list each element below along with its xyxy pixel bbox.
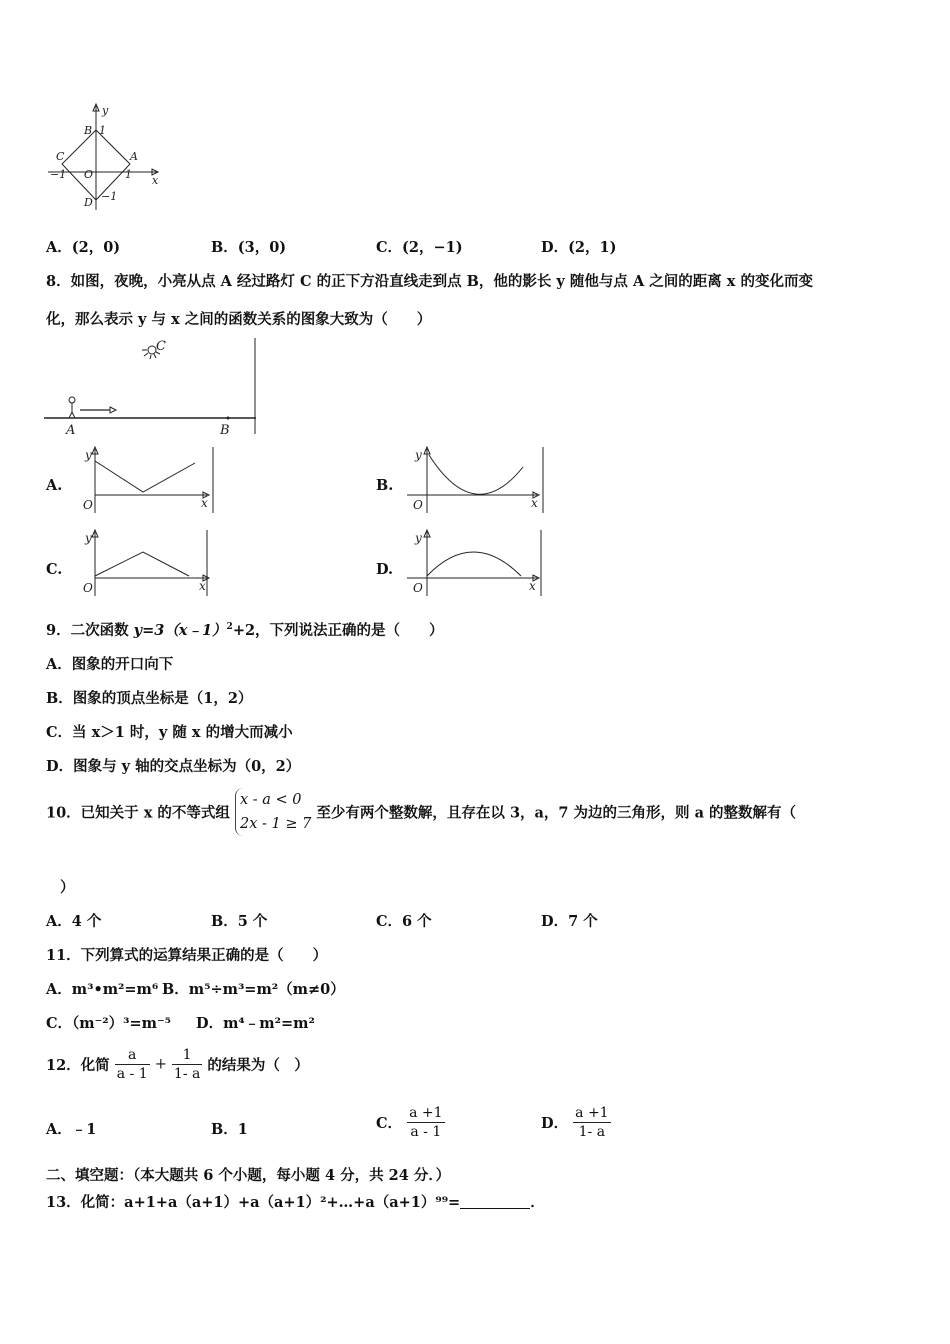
q11-option-b: B．m⁵÷m³=m²（m≠0） <box>162 981 345 998</box>
q7-D-label: D <box>84 196 93 209</box>
q12-option-a: A．﹣1 <box>46 1121 97 1138</box>
q8-stem-line1: 8．如图，夜晚，小亮从点 A 经过路灯 C 的正下方沿直线走到点 B，他的影长 y 随他与点 A 之间的距离 x 的变化而变 <box>46 273 813 290</box>
q12-plus: + <box>154 1056 167 1073</box>
q12-stem <box>46 1046 309 1083</box>
q13-stem-text: 13．化简：a+1+a（a+1）+a（a+1）²+…+a（a+1）⁹⁹= <box>46 1194 461 1211</box>
q12-option-d-fraction: $\frac{a +1}{1- a}$ <box>575 1105 609 1140</box>
q9-option-a: A．图象的开口向下 <box>46 656 174 673</box>
q10-inequality-2: 2x - 1 ≥ 7 <box>239 816 312 832</box>
q12-fraction-2: $\frac{1}{1- a}$ <box>173 1047 201 1082</box>
q8-graph-a <box>75 445 215 517</box>
q8a-O-label: O <box>83 498 93 512</box>
q13-stem <box>46 1191 545 1212</box>
q10-stem <box>46 788 796 836</box>
section-2-heading: 二、填空题：（本大题共 6 个小题，每小题 4 分，共 24 分．） <box>46 1167 451 1184</box>
q7-one-top: 1 <box>99 124 106 137</box>
q8-option-b-letter: B. <box>376 477 394 494</box>
q8d-y-label: y <box>415 531 422 545</box>
q7-A-label: A <box>130 150 138 163</box>
q7-neg-one-left: −1 <box>50 168 67 181</box>
q8-graph-d <box>405 528 545 600</box>
q12-stem-pre: 12．化简 <box>46 1057 110 1074</box>
q8c-x-label: x <box>199 579 206 593</box>
q7-option-a: A．(2，0) <box>46 239 121 256</box>
q8b-x-label: x <box>531 496 538 510</box>
q8a-x-label: x <box>201 496 208 510</box>
q7-O-label: O <box>84 168 94 181</box>
q8-scene-figure <box>40 338 260 440</box>
q12-fraction-1: $\frac{a}{a - 1}$ <box>116 1047 148 1082</box>
q9-stem <box>46 619 444 640</box>
q7-C-label: C <box>56 150 65 163</box>
q12-option-d: D． $\frac{a +1}{1- a}$ <box>541 1105 609 1140</box>
q7-y-label: y <box>102 104 109 117</box>
q8-stem-line2: 化，那么表示 y 与 x 之间的函数关系的图象大致为（ ） <box>46 311 432 328</box>
q13-end: ． <box>530 1194 545 1211</box>
walking-person-icon <box>69 397 75 418</box>
q7-B-label: B <box>84 124 93 137</box>
q7-option-d: D．(2，1) <box>541 239 617 256</box>
q7-x-label: x <box>152 174 159 187</box>
q7-coordinate-figure <box>40 100 170 215</box>
q10-option-b: B．5 个 <box>211 913 268 930</box>
q8b-O-label: O <box>413 498 423 512</box>
q8-graph-b <box>405 445 545 517</box>
q11-stem: 11．下列算式的运算结果正确的是（ ） <box>46 947 328 964</box>
q10-option-d: D．7 个 <box>541 913 598 930</box>
q7-one-right: 1 <box>125 168 132 181</box>
q12-option-c: C． $\frac{a +1}{a - 1}$ <box>376 1105 443 1140</box>
q10-inequality-1: x - a < 0 <box>239 792 302 808</box>
q12-option-b: B．1 <box>211 1121 248 1138</box>
q8-A-label: A <box>66 423 76 438</box>
q8-C-label: C <box>156 339 166 354</box>
q9-exponent: 2 <box>226 622 233 632</box>
q8b-y-label: y <box>415 448 422 462</box>
direction-arrow-icon <box>80 407 116 413</box>
q8a-y-label: y <box>85 448 92 462</box>
q8d-x-label: x <box>529 579 536 593</box>
q12-stem-post: 的结果为（ ） <box>207 1057 309 1074</box>
q9-option-b: B．图象的顶点坐标是（1，2） <box>46 690 253 707</box>
q10-stem-post: 至少有两个整数解，且存在以 3，a，7 为边的三角形，则 a 的整数解有（ <box>316 804 797 822</box>
q7-option-b: B．(3，0) <box>211 239 287 256</box>
q9-option-d: D．图象与 y 轴的交点坐标为（0，2） <box>46 758 301 775</box>
q8-option-d-letter: D. <box>376 561 394 578</box>
q8-option-c-letter: C. <box>46 561 63 578</box>
q7-neg-one-bottom: −1 <box>101 190 118 203</box>
q9-option-c: C．当 x＞1 时，y 随 x 的增大而减小 <box>46 724 293 741</box>
q10-close-paren: ） <box>60 879 75 896</box>
q10-option-c: C．6 个 <box>376 913 432 930</box>
q8d-O-label: O <box>413 581 423 595</box>
q8-B-label: B <box>220 423 230 438</box>
q7-option-c: C．(2，−1) <box>376 239 463 256</box>
q11-option-d: D．m⁴﹣m²=m² <box>196 1015 315 1032</box>
q8-option-a-letter: A. <box>46 477 63 494</box>
q9-stem-post: +2，下列说法正确的是（ ） <box>232 622 444 639</box>
inequality-system <box>235 788 311 836</box>
q8-graph-c <box>75 528 215 600</box>
q12-option-c-fraction: $\frac{a +1}{a - 1}$ <box>409 1105 443 1140</box>
q13-answer-blank[interactable] <box>460 1194 530 1209</box>
q8c-y-label: y <box>85 531 92 545</box>
q10-option-a: A．4 个 <box>46 913 102 930</box>
q10-stem-pre: 10．已知关于 x 的不等式组 <box>46 804 230 822</box>
q8c-O-label: O <box>83 581 93 595</box>
q9-stem-pre: 9．二次函数 <box>46 622 134 639</box>
q9-function: y=3（x﹣1） <box>133 622 227 639</box>
q11-option-c: C．（m⁻²）³=m⁻⁵ <box>46 1015 171 1032</box>
q11-option-a: A．m³•m²=m⁶ <box>46 981 159 998</box>
